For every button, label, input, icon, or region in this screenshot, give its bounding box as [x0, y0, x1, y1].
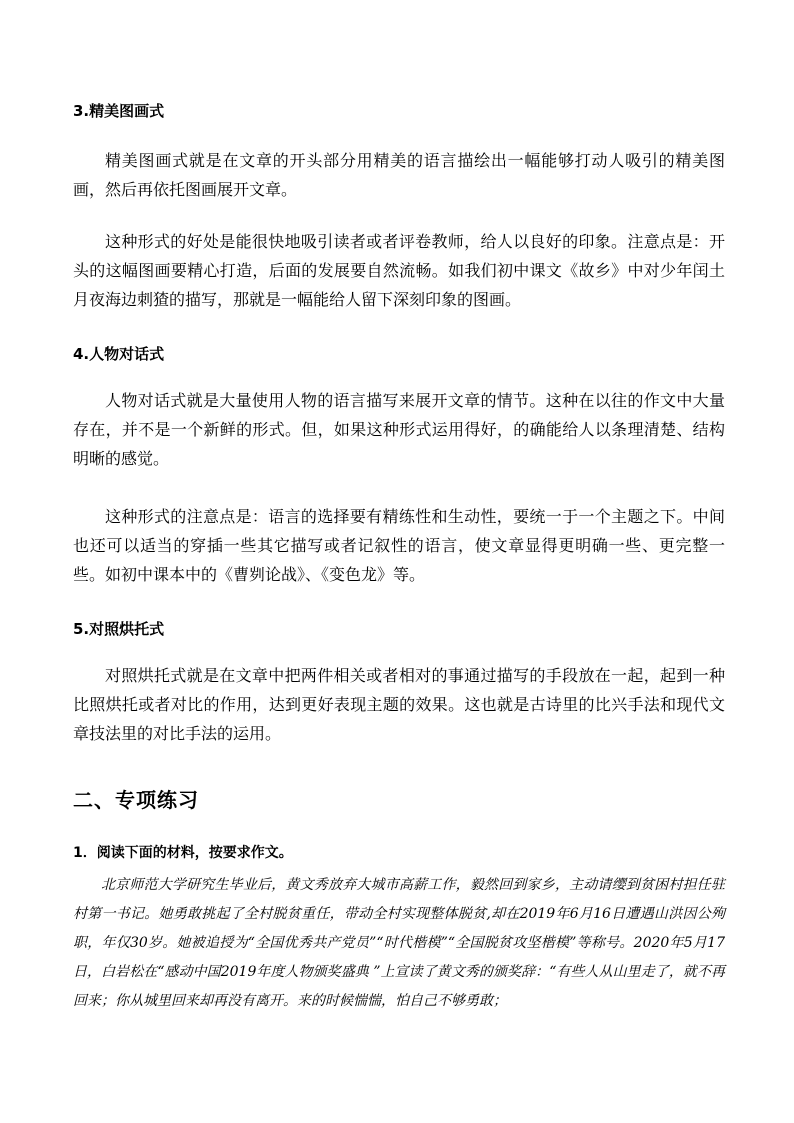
- section-heading: 3.精美图画式: [73, 102, 165, 120]
- reading-material: 北京师范大学研究生毕业后，黄文秀放弃大城市高薪工作，毅然回到家乡，主动请缨到贫困村担任驻村第一书记。她勇敢挑起了全村脱贫重任，带动全村实现整体脱贫,却在2019年6月16日遭遇山洪因公殉职，年仅30岁。她被追授为“全国优秀共产党员”“时代楷模”“全国脱贫攻坚楷模”等称号。2020年5月17日，白岩松在“感动中国2019年度人物颁奖盛典 ”上宣读了黄文秀的颁奖辞：“有些人从山里走了，就不再回来；你从城里回来却再没有离开。来的时候惴惴，怕自己不够勇敢；: [73, 877, 725, 1009]
- section-heading: 5.对照烘托式: [73, 620, 165, 638]
- part-heading: 二、专项练习: [73, 788, 199, 812]
- paragraph: 这种形式的好处是能很快地吸引读者或者评卷教师，给人以良好的印象。注意点是：开头的这幅图画要精心打造，后面的发展要自然流畅。如我们初中课文《故乡》中对少年闰土月夜海边刺猹的描写，那就是一幅能给人留下深刻印象的图画。: [73, 232, 725, 309]
- paragraph: 这种形式的注意点是：语言的选择要有精练性和生动性，要统一于一个主题之下。中间也还可以适当的穿插一些其它描写或者记叙性的语言，使文章显得更明确一些、更完整一些。如初中课本中的《曹刿论战》、《变色龙》等。: [73, 507, 725, 584]
- question-title: 1．阅读下面的材料，按要求作文。: [73, 845, 293, 861]
- paragraph: 精美图画式就是在文章的开头部分用精美的语言描绘出一幅能够打动人吸引的精美图画，然后再依托图画展开文章。: [73, 151, 725, 199]
- paragraph: 人物对话式就是大量使用人物的语言描写来展开文章的情节。这种在以往的作文中大量存在，并不是一个新鲜的形式。但，如果这种形式运用得好，的确能给人以条理清楚、结构明晰的感觉。: [73, 391, 725, 468]
- section-heading: 4.人物对话式: [73, 345, 165, 363]
- paragraph: 对照烘托式就是在文章中把两件相关或者相对的事通过描写的手段放在一起，起到一种比照烘托或者对比的作用，达到更好表现主题的效果。这也就是古诗里的比兴手法和现代文章技法里的对比手法的运用。: [73, 666, 725, 743]
